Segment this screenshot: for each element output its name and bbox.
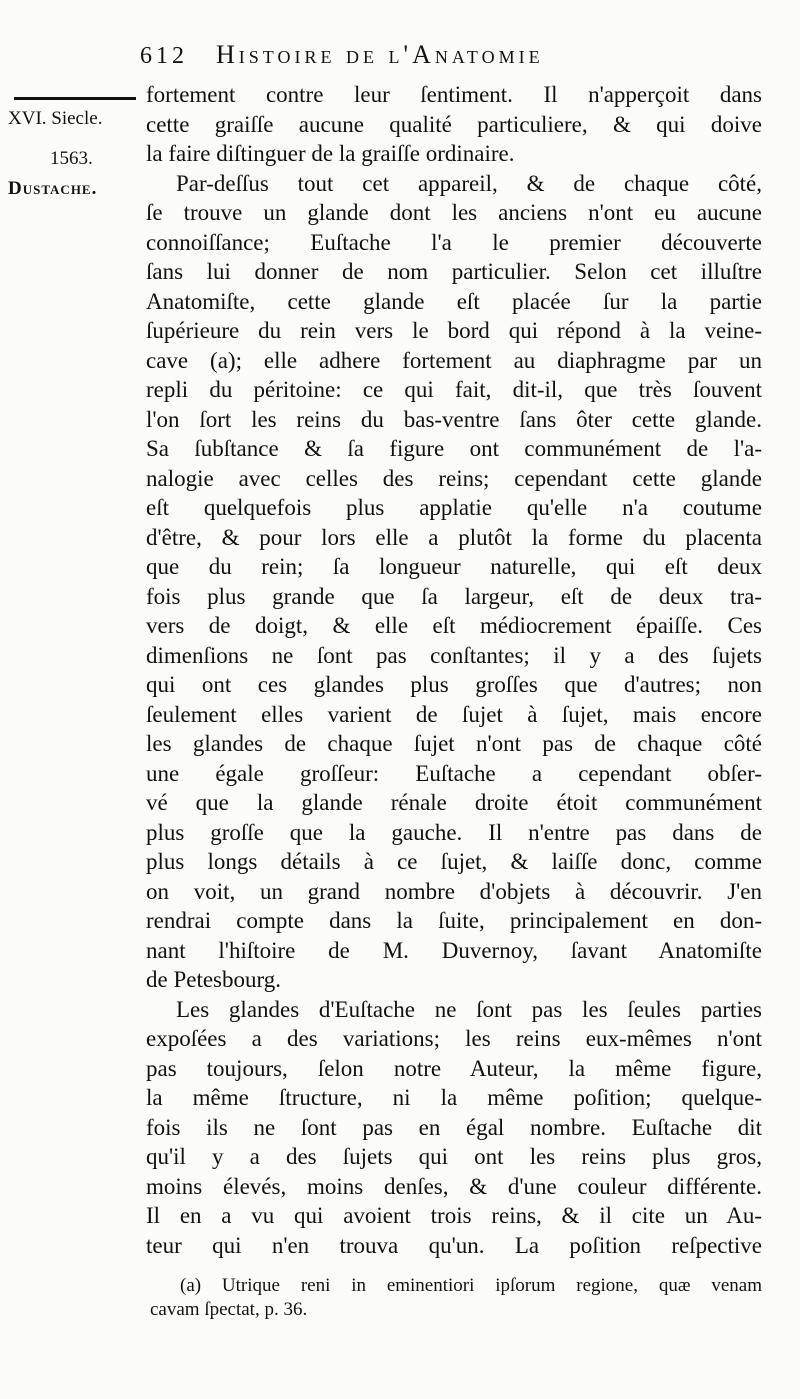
text-line: ſeulement elles varient de ſujet à ſujet, mais encore <box>146 701 762 727</box>
text-line: l'on ſort les reins du bas-ventre ſans ôter cette glande. <box>146 406 762 432</box>
page-number: 612 <box>140 43 188 69</box>
text-line: que du rein; ſa longueur naturelle, qui eſt deux <box>146 554 762 579</box>
text-line: Sa ſubſtance & ſa figure ont communément de l'a- <box>146 436 762 461</box>
footnote-line: cavam ſpectat, p. 36. <box>150 1299 308 1320</box>
margin-rule <box>14 97 136 100</box>
text-line: cave (a); elle adhere fortement au diaphragme par un <box>146 347 762 373</box>
body-text <box>146 80 762 1260</box>
text-line: fois ils ne ſont pas en égal nombre. Euſtache dit <box>146 1114 762 1140</box>
text-line: les glandes de chaque ſujet n'ont pas de chaque côté <box>146 731 762 756</box>
text-line: ſe trouve un glande dont les anciens n'ont eu aucune <box>146 200 762 225</box>
margin-note-author: Dustache. <box>8 178 98 199</box>
text-line: Anatomiſte, cette glande eſt placée ſur la partie <box>146 288 762 314</box>
text-line: vers de doigt, & elle eſt médiocrement épaiſſe. Ces <box>146 613 762 638</box>
text-line: eſt quelquefois plus applatie qu'elle n'a coutume <box>146 495 762 520</box>
text-line: connoiſſance; Euſtache l'a le premier découverte <box>146 229 762 255</box>
text-line: qui ont ces glandes plus groſſes que d'autres; non <box>146 672 762 697</box>
text-line: cette graiſſe aucune qualité particuliere, & qui doive <box>146 111 762 137</box>
text-line: dimenſions ne ſont pas conſtantes; il y a des ſujets <box>146 642 762 668</box>
text-line: teur qui n'en trouva qu'un. La poſition reſpective <box>146 1232 762 1258</box>
margin-note-century: XVI. Siecle. <box>8 108 103 129</box>
text-line: expoſées a des variations; les reins eux-mêmes n'ont <box>146 1026 762 1051</box>
text-line: nant l'hiſtoire de M. Duvernoy, ſavant Anatomiſte <box>146 937 762 963</box>
text-line: plus groſſe que la gauche. Il n'entre pas dans de <box>146 819 762 845</box>
text-line: plus longs détails à ce ſujet, & laiſſe donc, comme <box>146 849 762 874</box>
footnote-line: (a) Utrique reni in eminentiori ipſorum regione, quæ venam <box>180 1275 762 1296</box>
margin-note-year: 1563. <box>50 148 93 169</box>
text-line: ſupérieure du rein vers le bord qui répond à la veine- <box>146 318 762 343</box>
text-line: qu'il y a des ſujets qui ont les reins plus gros, <box>146 1144 762 1169</box>
text-line: Il en a vu qui avoient trois reins, & il cite un Au- <box>146 1203 762 1228</box>
text-line: Par-deſſus tout cet appareil, & de chaque côté, <box>176 170 762 196</box>
text-line: ſans lui donner de nom particulier. Selon cet illuſtre <box>146 259 762 284</box>
text-line: la faire diſtinguer de la graiſſe ordinaire. <box>146 141 515 166</box>
running-head <box>140 40 760 80</box>
text-line: une égale groſſeur: Euſtache a cependant obſer- <box>146 760 762 786</box>
text-line: moins élevés, moins denſes, & d'une couleur différente. <box>146 1173 762 1199</box>
text-line: de Petesbourg. <box>146 967 282 992</box>
text-line: fortement contre leur ſentiment. Il n'apperçoit dans <box>146 82 762 107</box>
text-line: vé que la glande rénale droite étoit communément <box>146 790 762 815</box>
text-line: on voit, un grand nombre d'objets à découvrir. J'en <box>146 878 762 904</box>
text-line: Les glandes d'Euſtache ne ſont pas les ſeules parties <box>176 996 762 1022</box>
text-line: rendrai compte dans la ſuite, principalement en don- <box>146 908 762 933</box>
text-line: fois plus grande que ſa largeur, eſt de deux tra- <box>146 583 762 609</box>
text-line: repli du péritoine: ce qui fait, dit-il, que très ſouvent <box>146 377 762 402</box>
footnote <box>150 1274 762 1322</box>
text-line: la même ſtructure, ni la même poſition; quelque- <box>146 1085 762 1110</box>
text-line: d'être, & pour lors elle a plutôt la forme du placenta <box>146 524 762 550</box>
text-line: nalogie avec celles des reins; cependant cette glande <box>146 465 762 491</box>
text-line: pas toujours, ſelon notre Auteur, la même figure, <box>146 1055 762 1081</box>
running-head-title: Histoire de l'Anatomie <box>216 40 544 69</box>
